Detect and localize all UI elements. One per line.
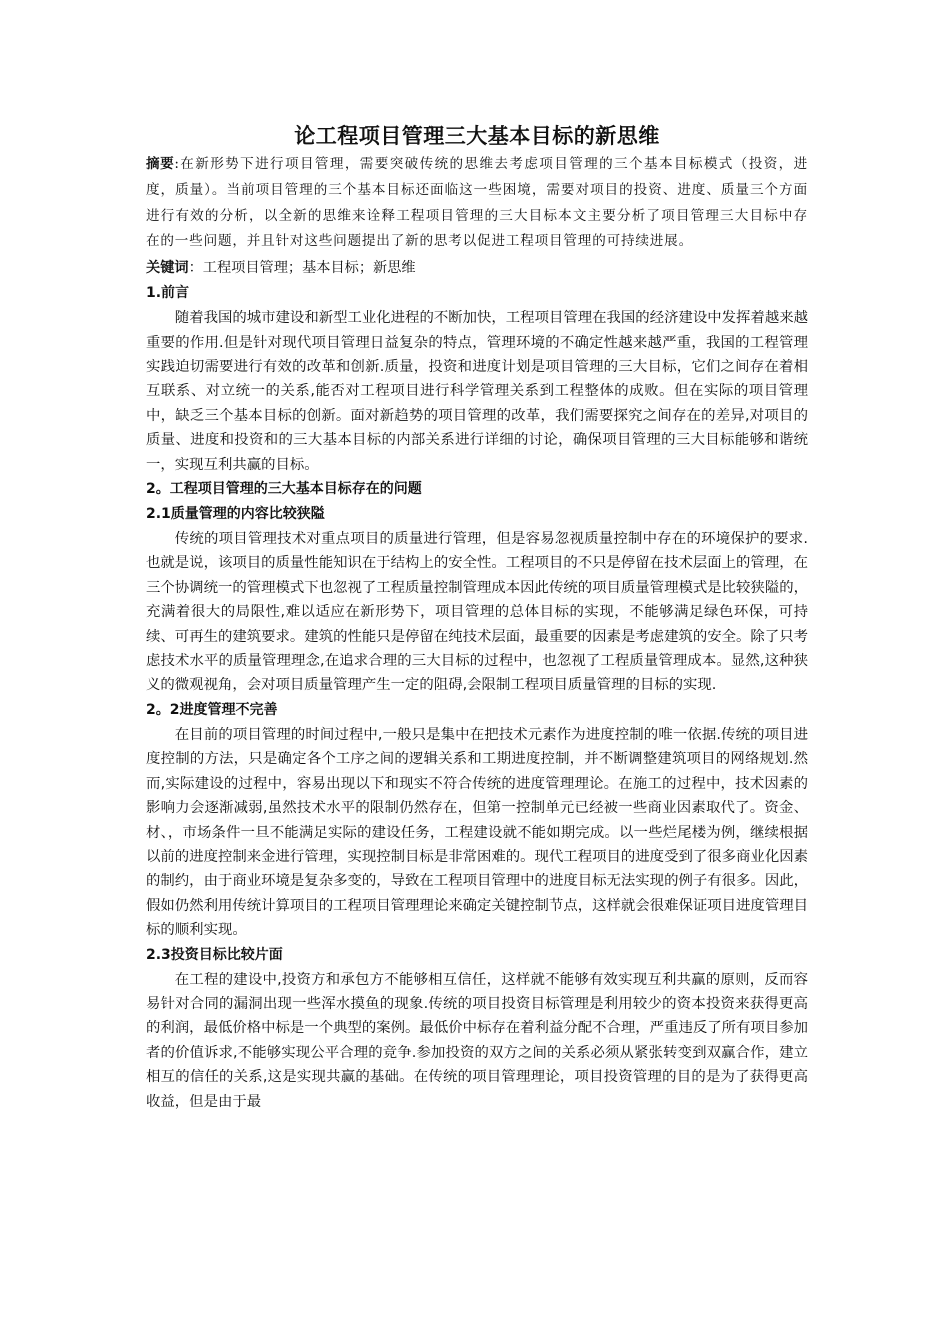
section-heading-introduction: 1.前言 — [146, 285, 190, 302]
document-title: 论工程项目管理三大基本目标的新思维 — [294, 124, 660, 148]
section-paragraph-introduction: 随着我国的城市建设和新型工业化进程的不断加快，工程项目管理在我国的经济建设中发挥着越来越重要的作用.但是针对现代项目管理日益复杂的特点，管理环境的不确定性越来越严重，我国的工程管理实践迫切需要进行有效的改革和创新.质量，投资和进度计划是项目管理的三大目标，它们之间存在着相互联系、对立统一的关系,能否对工程项目进行科学管理关系到工程整体的成败。但在实际的项目管理中，缺乏三个基本目标的创新。面对新趋势的项目管理的改革，我们需要探究之间存在的差异,对项目的质量、进度和投资和的三大基本目标的内部关系进行详细的讨论，确保项目管理的三大目标能够和谐统一，实现互利共赢的目标。 — [146, 310, 808, 473]
keywords-text: ：工程项目管理；基本目标；新思维 — [188, 260, 416, 277]
section-heading-schedule: 2。2进度管理不完善 — [146, 701, 278, 718]
section-paragraph-quality: 传统的项目管理技术对重点项目的质量进行管理，但是容易忽视质量控制中存在的环境保护的要求.也就是说，该项目的质量性能知识在于结构上的安全性。工程项目的不只是停留在技术层面上的管理，在三个协调统一的管理模式下也忽视了工程质量控制管理成本因此传统的项目质量管理模式是比较狭隘的，充满着很大的局限性,难以适应在新形势下，项目管理的总体目标的实现，不能够满足绿色环保，可持续、可再生的建筑要求。建筑的性能只是停留在纯技术层面，最重要的因素是考虑建筑的安全。除了只考虑技术水平的质量管理理念,在追求合理的三大目标的过程中，也忽视了工程质量管理成本。显然,这种狭义的微观视角，会对项目质量管理产生一定的阻碍,会限制工程项目质量管理的目标的实现. — [146, 531, 808, 694]
section-heading-investment: 2.3投资目标比较片面 — [146, 946, 283, 963]
section-heading-quality: 2.1质量管理的内容比较狭隘 — [146, 506, 325, 523]
section-paragraph-schedule: 在目前的项目管理的时间过程中,一般只是集中在把技术元素作为进度控制的唯一依据.传统的项目进度控制的方法，只是确定各个工序之间的逻辑关系和工期进度控制，并不断调整建筑项目的网络规划.然而,实际建设的过程中，容易出现以下和现实不符合传统的进度管理理论。在施工的过程中，技术因素的影响力会逐渐减弱,虽然技术水平的限制仍然存在，但第一控制单元已经被一些商业因素取代了。资金、材、，市场条件一旦不能满足实际的建设任务，工程建设就不能如期完成。以一些烂尾楼为例，继续根据以前的进度控制来金进行管理，实现控制目标是非常困难的。现代工程项目的进度受到了很多商业化因素的制约，由于商业环境是复杂多变的，导致在工程项目管理中的进度目标无法实现的例子有很多。因此，假如仍然利用传统计算项目的工程项目管理理论来确定关键控制节点，这样就会很难保证项目进度管理目标的顺利实现。 — [146, 726, 808, 939]
document-page — [146, 120, 808, 1114]
abstract-text: :在新形势下进行项目管理，需要突破传统的思维去考虑项目管理的三个基本目标模式（投资，进度，质量）。当前项目管理的三个基本目标还面临这一些困境，需要对项目的投资、进度、质量三个方面进行有效的分析，以全新的思维来诠释工程项目管理的三大目标本文主要分析了项目管理三大目标中存在的一些问题，并且针对这些问题提出了新的思考以促进工程项目管理的可持续进展。 — [146, 156, 809, 250]
abstract-label: 摘要 — [146, 156, 175, 172]
keywords-label: 关键词 — [146, 260, 189, 277]
keywords — [146, 255, 808, 281]
abstract — [146, 152, 808, 255]
section-paragraph-investment: 在工程的建设中,投资方和承包方不能够相互信任，这样就不能够有效实现互利共赢的原则，反而容易针对合同的漏洞出现一些浑水摸鱼的现象.传统的项目投资目标管理是利用较少的资本投资来获得更高的利润，最低价格中标是一个典型的案例。最低价中标存在着利益分配不合理，严重违反了所有项目参加者的价值诉求,不能够实现公平合理的竞争.参加投资的双方之间的关系必须从紧张转变到双赢合作，建立相互的信任的关系,这是实现共赢的基础。在传统的项目管理理论，项目投资管理的目的是为了获得更高收益，但是由于最 — [146, 971, 808, 1110]
section-heading-problems: 2。工程项目管理的三大基本目标存在的问题 — [146, 481, 422, 498]
